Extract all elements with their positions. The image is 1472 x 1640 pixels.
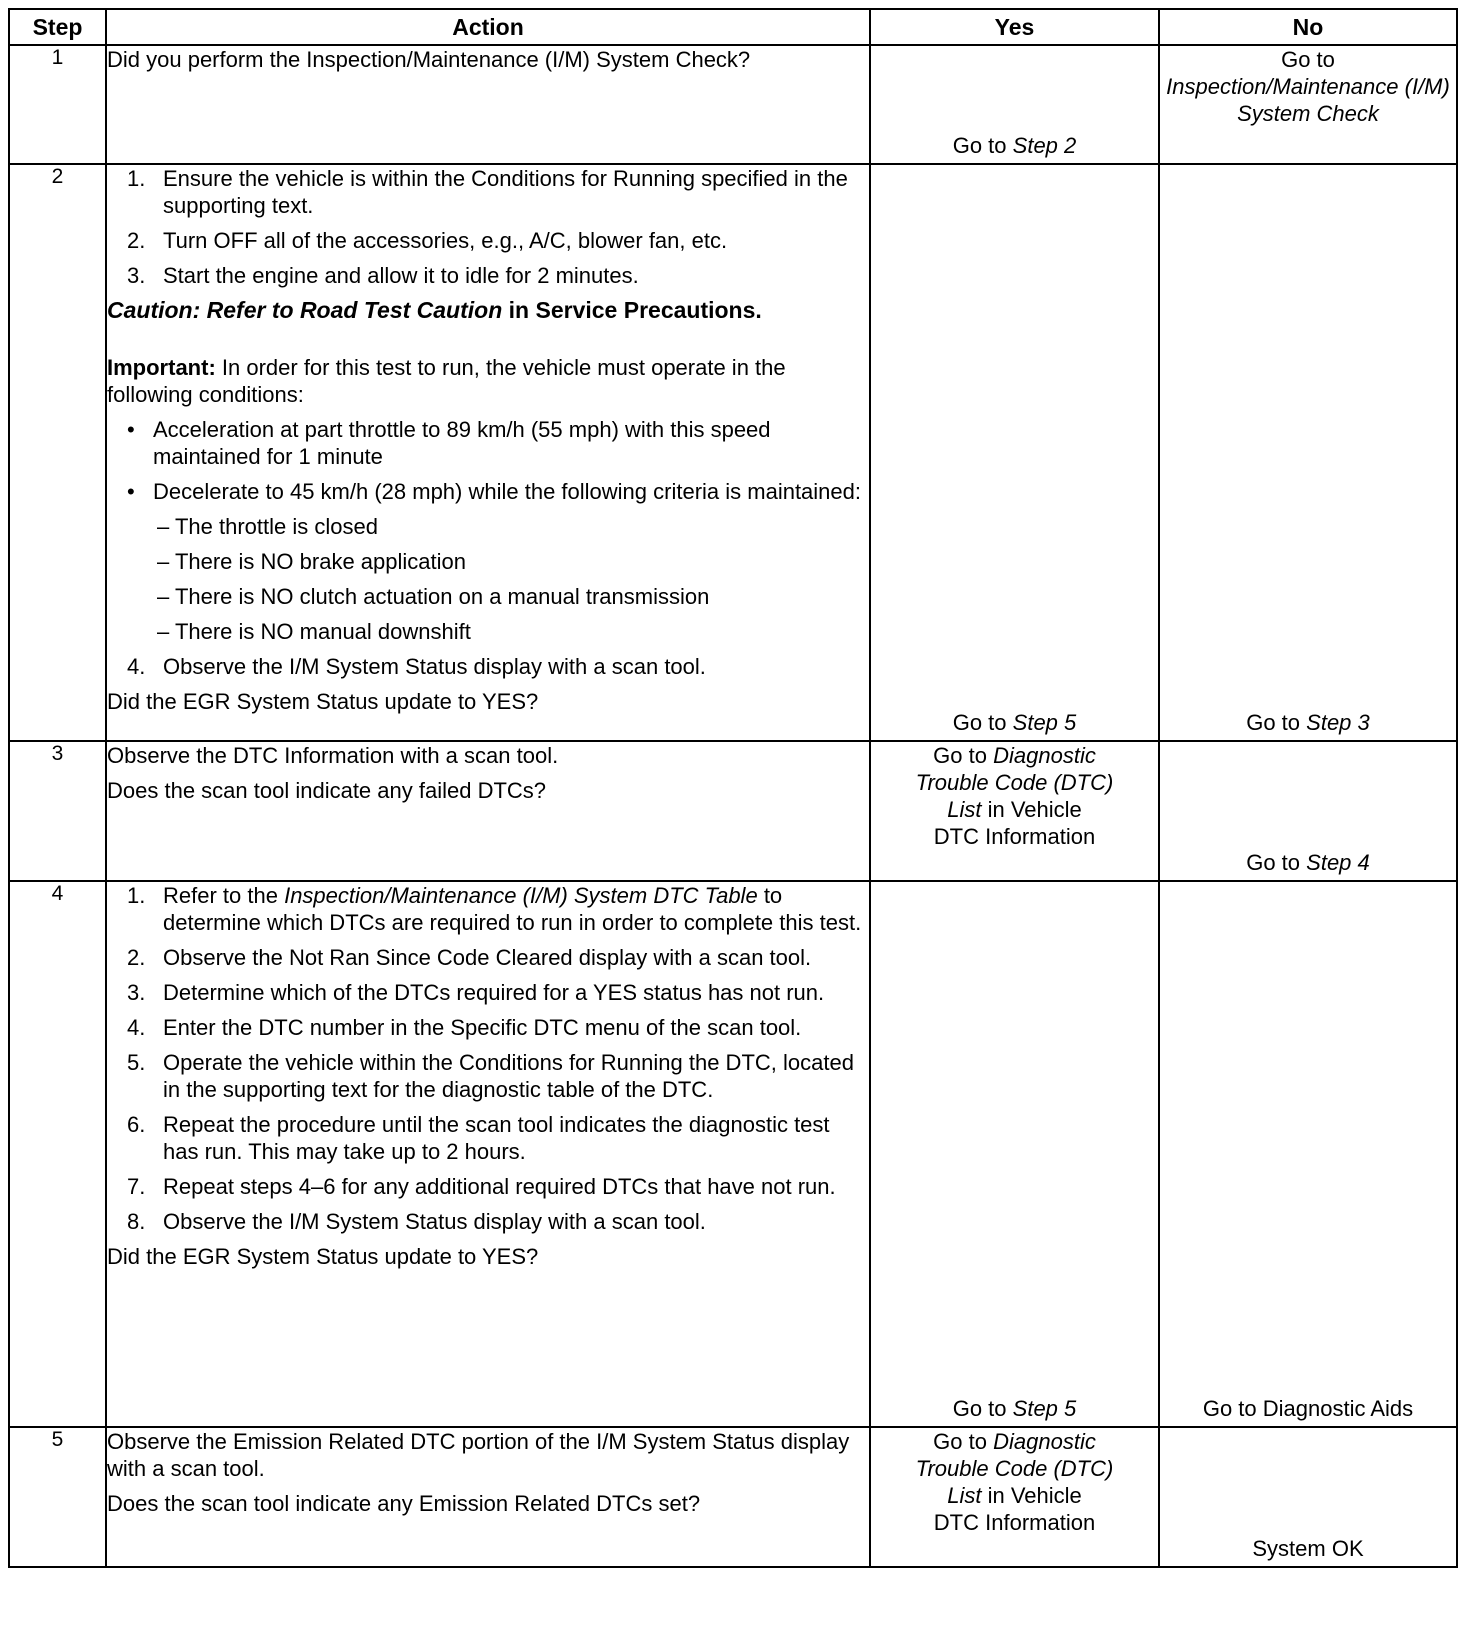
list-item: 7. Repeat steps 4–6 for any additional required DTCs that have not run. xyxy=(127,1174,836,1199)
table-row xyxy=(9,45,1457,164)
question: Does the scan tool indicate any failed DTCs? xyxy=(107,778,547,803)
yes-cell xyxy=(870,45,1159,164)
header-action: Action xyxy=(106,9,870,45)
no-cell xyxy=(1159,881,1457,1427)
sub-criteria: – There is NO clutch actuation on a manual transmission xyxy=(157,584,710,609)
list-item: 8. Observe the I/M System Status display with a scan tool. xyxy=(127,1209,706,1234)
dtc-table-link[interactable]: Inspection/Maintenance (I/M) System DTC Table xyxy=(284,883,758,908)
service-precautions-ref[interactable]: Service Precautions. xyxy=(535,297,762,323)
step-link[interactable]: Step 2 xyxy=(1012,133,1077,158)
dtc-list-link[interactable]: Diagnostic xyxy=(993,1429,1096,1454)
diagnostic-table xyxy=(8,8,1458,1568)
important-label: Important: xyxy=(107,355,216,380)
list-item: 4. Enter the DTC number in the Specific DTC menu of the scan tool. xyxy=(127,1015,802,1040)
list-item: 4. Observe the I/M System Status display with a scan tool. xyxy=(127,654,706,679)
header-row xyxy=(9,9,1457,45)
list-item: 1. Ensure the vehicle is within the Conditions for Running specified in the supporting text. xyxy=(127,166,848,218)
dtc-list-link[interactable]: Diagnostic xyxy=(993,743,1096,768)
sub-criteria: – There is NO brake application xyxy=(157,549,466,574)
no-cell: Go to Step 3 xyxy=(1159,164,1457,741)
list-item: 2. Observe the Not Ran Since Code Cleared display with a scan tool. xyxy=(127,945,812,970)
header-yes: Yes xyxy=(870,9,1159,45)
dtc-list-link[interactable]: List xyxy=(947,1483,982,1508)
yes-cell: Go to Step 5 xyxy=(870,881,1159,1427)
dtc-list-link[interactable]: Trouble Code (DTC) xyxy=(915,1456,1114,1481)
step-link[interactable]: Step 4 xyxy=(1306,850,1370,875)
step-link[interactable]: Step 5 xyxy=(1012,1396,1077,1421)
list-item: 2. Turn OFF all of the accessories, e.g., A/C, blower fan, etc. xyxy=(127,228,728,253)
step-number: 4 xyxy=(9,881,106,1427)
question: Did the EGR System Status update to YES? xyxy=(107,689,539,714)
step-number: 2 xyxy=(9,164,106,741)
instruction: Observe the Emission Related DTC portion of the I/M System Status display with a scan tool. xyxy=(107,1429,850,1481)
instruction: Observe the DTC Information with a scan tool. xyxy=(107,743,559,768)
list-item: 3. Start the engine and allow it to idle for 2 minutes. xyxy=(127,263,639,288)
im-system-check-link[interactable]: Inspection/Maintenance (I/M) System Check xyxy=(1166,74,1450,126)
question: Does the scan tool indicate any Emission Related DTCs set? xyxy=(107,1491,701,1516)
table-row xyxy=(9,1427,1457,1567)
yes-cell: Go to Diagnostic Trouble Code (DTC) List in Vehicle DTC Information xyxy=(870,1427,1159,1567)
question: Did you perform the Inspection/Maintenance (I/M) System Check? xyxy=(107,47,751,72)
step-number: 3 xyxy=(9,741,106,881)
yes-cell: Go to Diagnostic Trouble Code (DTC) List in Vehicle DTC Information xyxy=(870,741,1159,881)
step-number: 1 xyxy=(9,45,106,164)
list-item: 5. Operate the vehicle within the Conditions for Running the DTC, located in the supporting text for the diagnostic table of the DTC. xyxy=(127,1050,854,1102)
sub-criteria: – There is NO manual downshift xyxy=(157,619,471,644)
step-number: 5 xyxy=(9,1427,106,1567)
sub-criteria: – The throttle is closed xyxy=(157,514,378,539)
bullet-item: • Decelerate to 45 km/h (28 mph) while the following criteria is maintained: xyxy=(127,479,861,504)
dtc-list-link[interactable]: List xyxy=(947,797,982,822)
step-link[interactable]: Step 5 xyxy=(1012,710,1077,735)
caution-label: Caution: Refer to Road Test Caution xyxy=(107,297,503,323)
action-cell xyxy=(106,741,870,881)
bullet-item: • Acceleration at part throttle to 89 km/h (55 mph) with this speed maintained for 1 minute xyxy=(127,417,771,469)
action-cell xyxy=(106,164,870,741)
important-note: Important: In order for this test to run, the vehicle must operate in the following conditions: xyxy=(107,355,786,407)
system-ok-text: System OK xyxy=(1252,1536,1364,1561)
question: Did the EGR System Status update to YES? xyxy=(107,1244,539,1269)
no-cell: Go to Step 4 xyxy=(1159,741,1457,881)
yes-cell: Go to Step 5 xyxy=(870,164,1159,741)
no-cell xyxy=(1159,45,1457,164)
action-cell xyxy=(106,45,870,164)
table-row xyxy=(9,741,1457,881)
dtc-list-link[interactable]: Trouble Code (DTC) xyxy=(915,770,1114,795)
header-no: No xyxy=(1159,9,1457,45)
list-item: 6. Repeat the procedure until the scan tool indicates the diagnostic test has run. This may take up to 2 hours. xyxy=(127,1112,830,1164)
list-item: 3. Determine which of the DTCs required for a YES status has not run. xyxy=(127,980,825,1005)
list-item: 1. Refer to the Inspection/Maintenance (I/M) System DTC Table to determine which DTCs are required to run in order to complete this test. xyxy=(127,883,862,935)
table-row xyxy=(9,164,1457,741)
caution-note: Caution: Refer to Road Test Caution in Service Precautions. xyxy=(107,297,762,323)
action-cell xyxy=(106,1427,870,1567)
action-cell xyxy=(106,881,870,1427)
table-row xyxy=(9,881,1457,1427)
step-link[interactable]: Step 3 xyxy=(1306,710,1370,735)
header-step: Step xyxy=(9,9,106,45)
go-to-text: Go to xyxy=(952,133,1007,158)
no-cell xyxy=(1159,1427,1457,1567)
diagnostic-aids-link[interactable]: Go to Diagnostic Aids xyxy=(1202,1396,1414,1421)
go-to-text: Go to xyxy=(1281,47,1335,72)
